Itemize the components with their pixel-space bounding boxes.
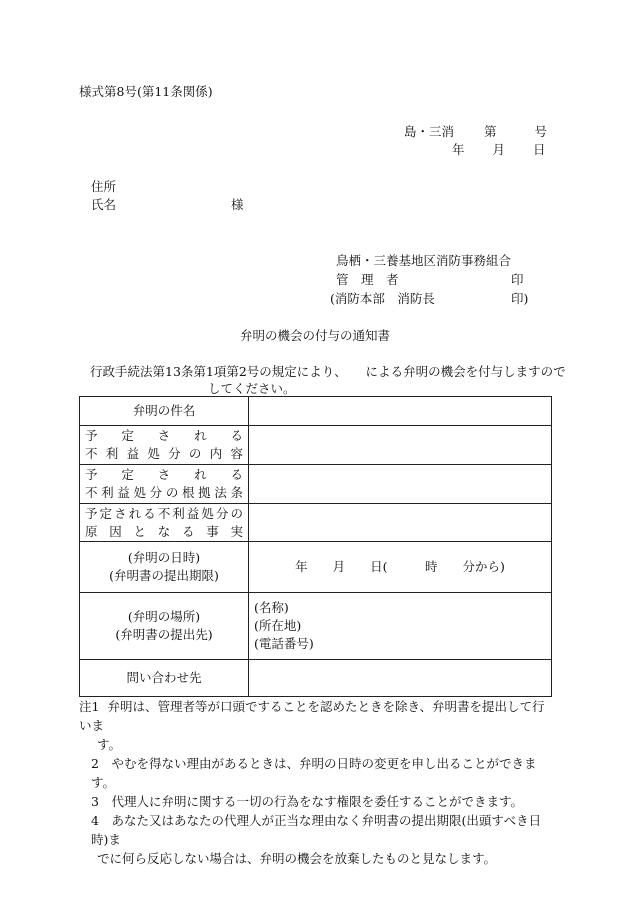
recipient-honorific: 様 (231, 197, 244, 212)
datetime-label (80, 542, 249, 593)
cause-label-b: 原因となる事実 (85, 523, 243, 539)
row-place (80, 593, 552, 660)
legal-basis-label (80, 465, 249, 504)
notes (79, 697, 554, 868)
disposition-content-label-a: 予 定 さ れ る (85, 428, 243, 443)
disposition-content-label (80, 426, 249, 465)
note-1 (79, 697, 554, 735)
note-3: 3 代理人に弁明に関する一切の行為をなす権限を委任することができます。 (91, 794, 523, 809)
legal-basis-label-a: 予 定 さ れ る (85, 467, 243, 482)
datetime-label-a: (弁明の日時) (127, 550, 201, 565)
cause-value[interactable] (249, 504, 552, 542)
date-year: 年 (452, 142, 465, 157)
ref-dai: 第 (484, 124, 497, 139)
subject-label: 弁明の件名 (80, 397, 249, 426)
place-location-label: (所在地) (254, 618, 302, 633)
recipient-address-label: 住所 (91, 179, 117, 194)
disposition-content-label-b: 不利益処分の内容 (85, 446, 243, 461)
place-label-b: (弁明書の提出先) (115, 627, 213, 642)
place-label-a: (弁明の場所) (127, 609, 201, 624)
contact-value[interactable] (249, 660, 552, 697)
manager-seal: 印 (511, 272, 524, 287)
intro-line-1: 行政手続法第13条第1項第2号の規定により、 による弁明の機会を付与しますので (90, 364, 566, 379)
document-title: 弁明の機会の付与の通知書 (239, 328, 390, 343)
row-legal-basis (80, 465, 552, 504)
row-disposition-content (80, 426, 552, 465)
date-day: 日 (533, 142, 546, 157)
contact-label: 問い合わせ先 (80, 660, 249, 697)
legal-basis-value[interactable] (249, 465, 552, 504)
chief-seal: 印) (511, 291, 529, 306)
form-number: 様式第8号(第11条関係) (79, 84, 213, 99)
note-2: 2 やむを得ない理由があるときは、弁明の日時の変更を申し出ることができます。 (91, 756, 537, 790)
row-cause (80, 504, 552, 542)
ref-prefix: 島・三消 (404, 124, 455, 139)
datetime-label-b: (弁明書の提出期限) (109, 568, 219, 583)
reference-number (404, 122, 547, 140)
note-4-continued: でに何ら反応しない場合は、弁明の機会を放棄したものと見なします。 (97, 851, 497, 866)
place-value[interactable] (249, 593, 552, 660)
ref-go: 号 (534, 124, 548, 139)
place-name-label: (名称) (254, 600, 289, 615)
place-phone-label: (電話番号) (254, 636, 314, 651)
cause-label-a: 予定される不利益処分の (85, 505, 243, 521)
legal-basis-label-b: 不利益処分の根拠法条 (85, 485, 243, 500)
row-contact (80, 660, 552, 697)
sender-chief: (消防本部 消防長 (330, 291, 435, 306)
sender-organization: 鳥栖・三養基地区消防事務組合 (336, 253, 512, 268)
note-1-continued: す。 (97, 737, 122, 752)
issue-date (452, 140, 546, 158)
note-1-text-a: 弁明は、管理者等が口頭ですることを認めたときを除き、弁明書を提出して行いま (79, 699, 545, 733)
notice-table (79, 396, 552, 697)
sender-manager: 管 理 者 (336, 272, 399, 287)
row-subject (80, 397, 552, 426)
cause-label (80, 504, 249, 542)
note-1-number: 注1 (79, 699, 100, 714)
subject-value[interactable] (249, 397, 552, 426)
disposition-content-value[interactable] (249, 426, 552, 465)
note-4: 4 あなた又はあなたの代理人が正当な理由なく弁明書の提出期限(出頭すべき日時)ま (91, 813, 542, 847)
intro-line-2: してください。 (208, 381, 296, 396)
row-datetime (80, 542, 552, 593)
recipient-name-label: 氏名 (91, 197, 117, 212)
date-month: 月 (492, 142, 506, 157)
datetime-value[interactable]: 年 月 日( 時 分から) (249, 542, 552, 593)
place-label (80, 593, 249, 660)
